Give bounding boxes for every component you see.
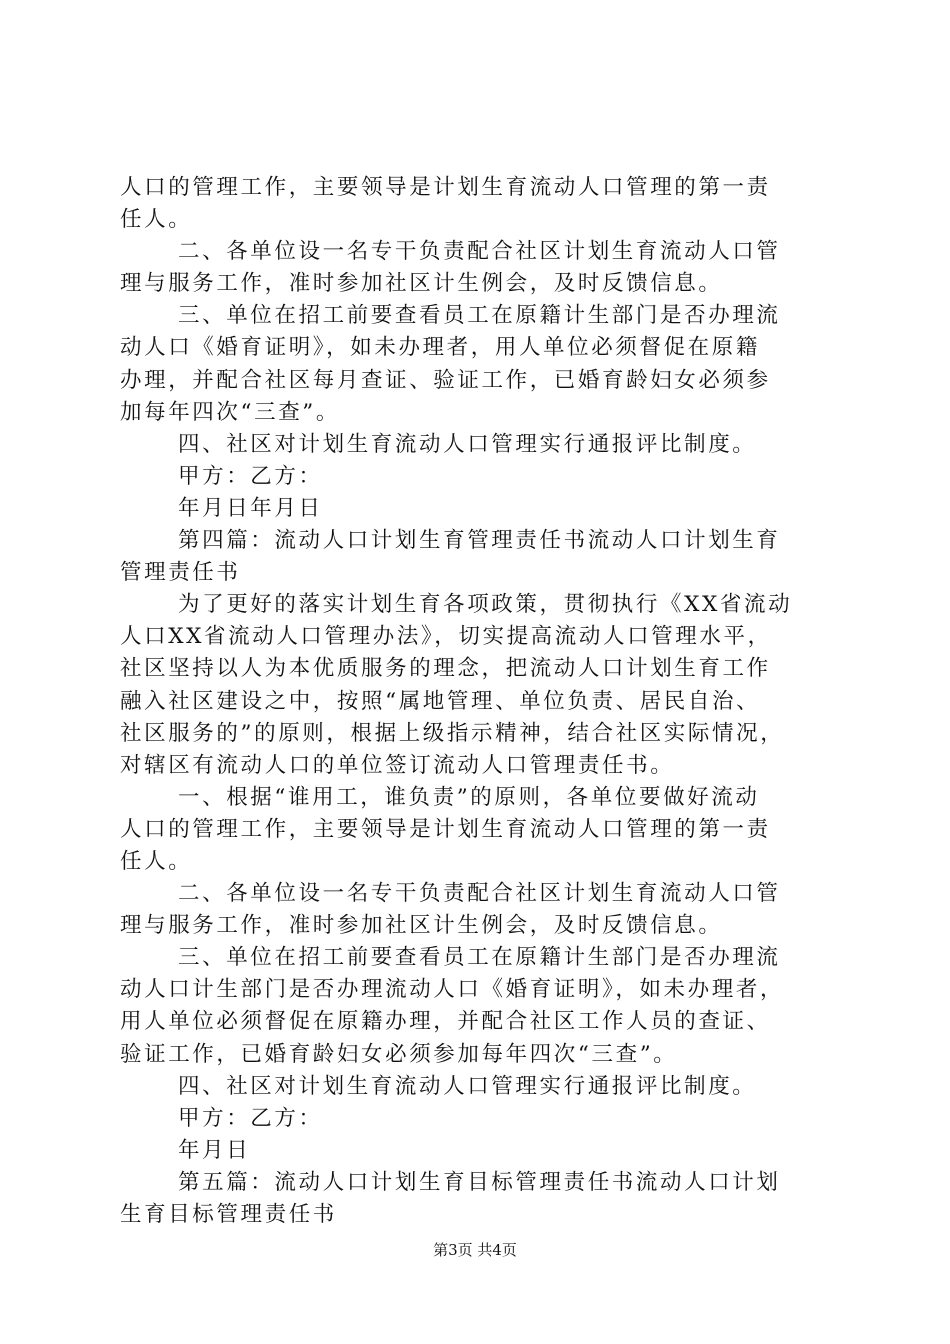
text-line: 甲方：乙方： (178, 463, 323, 489)
text-line: 社区服务的”的原则，根据上级指示精神，结合社区实际情况， (120, 720, 785, 746)
text-line: 第五篇：流动人口计划生育目标管理责任书流动人口计划 (178, 1169, 781, 1195)
text-line: 第四篇：流动人口计划生育管理责任书流动人口计划生育 (178, 528, 781, 554)
page-number-label: 第3页 共4页 (433, 1241, 517, 1259)
text-line: 加每年四次“三查”。 (120, 399, 340, 425)
text-line: 生育目标管理责任书 (120, 1202, 337, 1227)
text-line: 理与服务工作，准时参加社区计生例会，及时反馈信息。 (120, 271, 723, 297)
text-line: 二、各单位设一名专干负责配合社区计划生育流动人口管 (178, 881, 781, 907)
text-line: 理与服务工作，准时参加社区计生例会，及时反馈信息。 (120, 913, 723, 939)
text-line: 融入社区建设之中，按照“属地管理、单位负责、居民自治、 (120, 688, 761, 714)
text-line: 年月日 (178, 1137, 251, 1163)
text-line: 验证工作，已婚育龄妇女必须参加每年四次“三查”。 (120, 1041, 678, 1067)
text-line: 管理责任书 (120, 560, 241, 586)
text-line: 人口的管理工作，主要领导是计划生育流动人口管理的第一责 (120, 816, 771, 842)
text-line: 任人。 (120, 848, 193, 874)
text-line: 年月日年月日 (178, 495, 323, 521)
text-line: 为了更好的落实计划生育各项政策，贯彻执行《XX省流动 (178, 592, 793, 618)
text-line: 动人口《婚育证明》，如未办理者，用人单位必须督促在原籍 (120, 335, 760, 361)
text-line: 甲方：乙方： (178, 1105, 323, 1131)
document-body (120, 172, 832, 1231)
text-line: 四、社区对计划生育流动人口管理实行通报评比制度。 (178, 431, 757, 457)
text-line: 用人单位必须督促在原籍办理，并配合社区工作人员的查证、 (120, 1009, 771, 1035)
text-line: 任人。 (120, 207, 193, 233)
text-line: 三、单位在招工前要查看员工在原籍计生部门是否办理流 (178, 945, 781, 971)
text-line: 四、社区对计划生育流动人口管理实行通报评比制度。 (178, 1073, 757, 1099)
text-line: 二、各单位设一名专干负责配合社区计划生育流动人口管 (178, 239, 781, 265)
text-line: 人口XX省流动人口管理办法》，切实提高流动人口管理水平， (120, 624, 772, 650)
text-line: 一、根据“谁用工，谁负责”的原则，各单位要做好流动 (178, 784, 760, 810)
text-line: 动人口计生部门是否办理流动人口《婚育证明》，如未办理者， (120, 977, 785, 1003)
text-line: 办理，并配合社区每月查证、验证工作，已婚育龄妇女必须参 (120, 367, 771, 393)
text-line: 三、单位在招工前要查看员工在原籍计生部门是否办理流 (178, 303, 781, 329)
page-footer (0, 1240, 950, 1260)
text-line: 社区坚持以人为本优质服务的理念，把流动人口计划生育工作 (120, 656, 771, 682)
text-line: 人口的管理工作，主要领导是计划生育流动人口管理的第一责 (120, 175, 771, 200)
text-line: 对辖区有流动人口的单位签订流动人口管理责任书。 (120, 752, 675, 778)
